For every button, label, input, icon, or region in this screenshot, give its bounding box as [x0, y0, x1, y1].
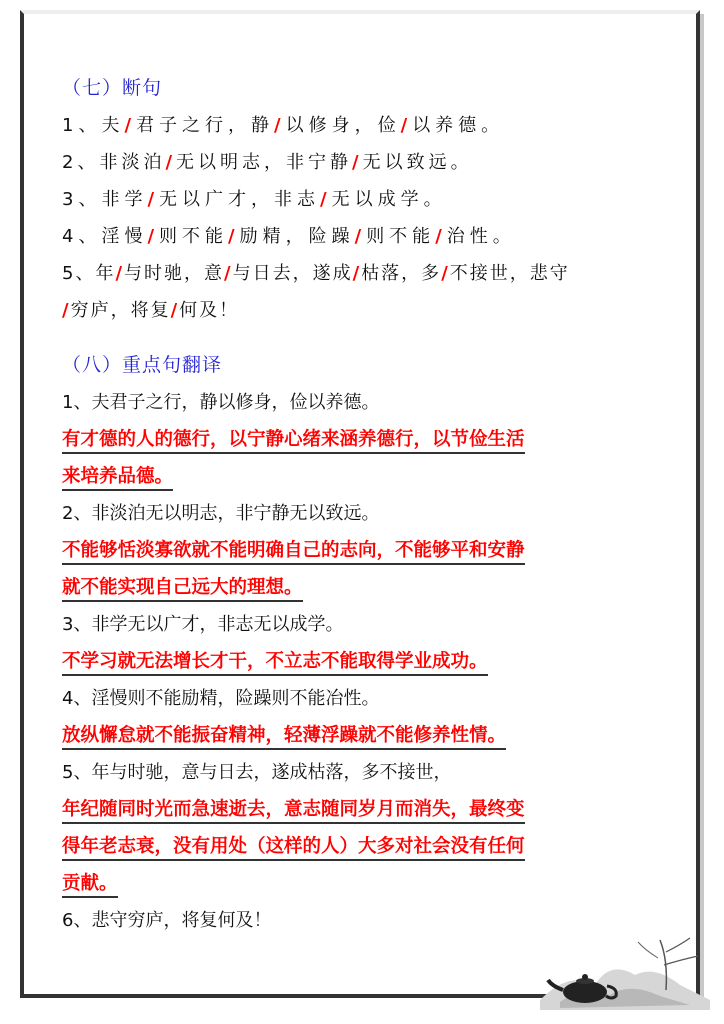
break-line-4: [62, 218, 652, 255]
break-text: 无以致远。: [362, 152, 473, 173]
sentence-4: 4、淫慢则不能励精，险躁则不能冶性。: [62, 688, 380, 709]
translation-2a: 不能够恬淡寡欲就不能明确自己的志向，不能够平和安静: [62, 532, 652, 569]
break-text: 以修身，俭: [285, 115, 401, 136]
frame-shadow: [700, 14, 704, 1000]
break-text: 3、非学: [62, 189, 148, 210]
section-7-heading: （七）断句: [62, 77, 163, 99]
break-slash: /: [224, 263, 233, 284]
break-text: 治性。: [446, 226, 516, 247]
break-slash: /: [228, 226, 240, 247]
break-slash: /: [352, 152, 363, 173]
break-text: 以养德。: [412, 115, 505, 136]
document-content: [62, 70, 652, 939]
break-slash: /: [115, 263, 125, 284]
break-text: 与日去，遂成: [232, 263, 353, 284]
break-slash: /: [62, 300, 71, 321]
break-slash: /: [124, 115, 137, 136]
break-text: 与时驰，意: [124, 263, 225, 284]
break-text: 无以明志，非宁静: [176, 152, 353, 173]
translation-5c: 贡献。: [62, 865, 652, 902]
break-slash: /: [274, 115, 286, 136]
break-text: 则不能: [159, 226, 229, 247]
sentence-1: 1、夫君子之行，静以修身，俭以养德。: [62, 392, 380, 413]
sentence-2: 2、非淡泊无以明志，非宁静无以致远。: [62, 503, 380, 524]
sentence-5: 5、年与时驰，意与日去，遂成枯落，多不接世，: [62, 762, 452, 783]
break-slash: /: [354, 226, 367, 247]
break-slash: /: [165, 152, 177, 173]
break-line-6: [62, 292, 652, 329]
translation-1b: 来培养品德。: [62, 458, 652, 495]
break-text: 无以成学。: [331, 189, 447, 210]
break-text: 励精，险躁: [239, 226, 355, 247]
translation-4a: 放纵懈怠就不能振奋精神，轻薄浮躁就不能修养性情。: [62, 717, 652, 754]
break-text: 不接世，悲守: [449, 263, 570, 284]
break-text: 枯落，多: [361, 263, 442, 284]
break-text: 4、淫慢: [62, 226, 148, 247]
break-slash: /: [352, 263, 362, 284]
ink-landscape-teapot-icon: [540, 930, 710, 1010]
break-slash: /: [400, 115, 413, 136]
break-slash: /: [435, 226, 447, 247]
translation-1a: 有才德的人的德行，以宁静心绪来涵养德行，以节俭生活: [62, 421, 652, 458]
translation-2b: 就不能实现自己远大的理想。: [62, 569, 652, 606]
break-text: 2、非淡泊: [62, 152, 166, 173]
section-7-sentence-breaks: [62, 107, 652, 329]
break-text: 何及！: [179, 300, 240, 321]
break-slash: /: [320, 189, 332, 210]
sentence-3: 3、非学无以广才，非志无以成学。: [62, 614, 344, 635]
break-text: 无以广才，非志: [159, 189, 321, 210]
break-slash: /: [170, 300, 180, 321]
break-line-3: [62, 181, 652, 218]
break-line-1: [62, 107, 652, 144]
break-line-5: [62, 255, 652, 292]
break-slash: /: [147, 189, 160, 210]
translation-3a: 不学习就无法增长才干，不立志不能取得学业成功。: [62, 643, 652, 680]
break-text: 5、年: [62, 263, 116, 284]
break-slash: /: [441, 263, 450, 284]
break-text: 1、夫: [62, 115, 125, 136]
break-text: 穷庐，将复: [70, 300, 171, 321]
translation-5a: 年纪随同时光而急速逝去，意志随同岁月而消失，最终变: [62, 791, 652, 828]
translation-5b: 得年老志衰，没有用处（这样的人）大多对社会没有任何: [62, 828, 652, 865]
break-text: 君子之行，静: [136, 115, 275, 136]
sentence-6: 6、悲守穷庐，将复何及！: [62, 910, 272, 931]
section-8-heading: （八）重点句翻译: [62, 354, 223, 376]
break-slash: /: [147, 226, 160, 247]
break-text: 则不能: [366, 226, 436, 247]
break-line-2: [62, 144, 652, 181]
